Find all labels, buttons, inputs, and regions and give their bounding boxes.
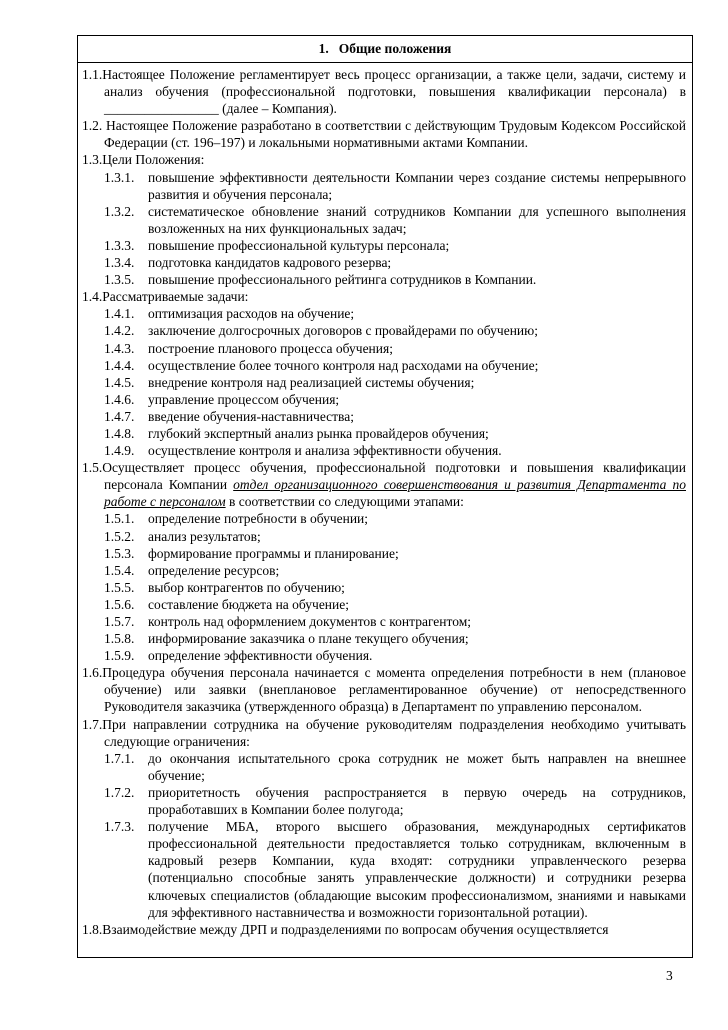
item-number: 1.4.8. — [104, 425, 135, 441]
item-text: составление бюджета на обучение; — [148, 596, 349, 612]
list-item — [82, 169, 686, 203]
paragraph-1-5 — [82, 459, 686, 510]
item-number: 1.7.2. — [104, 784, 135, 800]
item-number: 1.3.2. — [104, 203, 135, 219]
item-number: 1.5.1. — [104, 511, 135, 527]
item-number: 1.4.4. — [104, 357, 135, 373]
list-item — [82, 750, 686, 784]
item-text: осуществление контроля и анализа эффективности обучения. — [148, 443, 502, 459]
item-number: 1.4.1. — [104, 306, 135, 322]
paragraph-text: Рассматриваемые задачи: — [102, 289, 249, 305]
list-item — [82, 579, 686, 596]
item-text: введение обучения-наставничества; — [148, 408, 354, 424]
paragraph-text: Настоящее Положение разработано в соответствии с действующим Трудовым Кодексом Российской Федерации (ст. 196–197) и локальными нормативными актами Компании. — [104, 118, 686, 151]
item-text: заключение долгосрочных договоров с провайдерами по обучению; — [148, 323, 538, 339]
list-item — [82, 562, 686, 579]
item-text: управление процессом обучения; — [148, 391, 340, 407]
paragraph-number: 1.6. — [82, 665, 103, 681]
paragraph-1-3 — [82, 151, 686, 168]
list-item — [82, 510, 686, 527]
list-item — [82, 442, 686, 459]
list-item — [82, 647, 686, 664]
list-item — [82, 545, 686, 562]
list-item — [82, 613, 686, 630]
item-text: определение эффективности обучения. — [148, 648, 373, 664]
list-item — [82, 408, 686, 425]
paragraph-number: 1.4. — [82, 289, 103, 305]
paragraph-number: 1.8. — [82, 921, 103, 937]
item-number: 1.3.1. — [104, 169, 135, 185]
item-text: построение планового процесса обучения; — [148, 340, 393, 356]
list-item — [82, 203, 686, 237]
list-item — [82, 596, 686, 613]
item-text: оптимизация расходов на обучение; — [148, 306, 355, 322]
item-text: определение ресурсов; — [148, 562, 280, 578]
list-item — [82, 305, 686, 322]
item-number: 1.3.3. — [104, 237, 135, 253]
item-number: 1.7.1. — [104, 750, 135, 766]
paragraph-number: 1.1. — [82, 67, 103, 82]
item-text: получение МБА, второго высшего образования, международных сертификатов профессиональной деятельности предоставляется только сотрудникам, включенным в кадровый резерв Компании, куда входят: сотрудники управленческого резерва (потенциально способные занять управленческие должности) и сотрудники резерва ключевых специалистов (обладающие высоким профессионализмом, знаниями и навыками для эффективного наставничества и возможности горизонтальной ротации). — [148, 819, 686, 920]
item-number: 1.5.2. — [104, 528, 135, 544]
paragraph-1-4 — [82, 288, 686, 305]
list-item — [82, 784, 686, 818]
item-number: 1.5.3. — [104, 545, 135, 561]
list-item — [82, 254, 686, 271]
section-heading — [78, 36, 692, 63]
item-number: 1.5.6. — [104, 596, 135, 612]
item-number: 1.4.7. — [104, 408, 135, 424]
list-item — [82, 374, 686, 391]
paragraph-1-8 — [82, 921, 686, 938]
item-number: 1.3.5. — [104, 272, 135, 288]
list-item — [82, 630, 686, 647]
item-text: повышение профессиональной культуры персонала; — [148, 237, 450, 253]
section-number: 1. — [318, 41, 329, 56]
list-item — [82, 340, 686, 357]
item-text: анализ результатов; — [148, 528, 261, 544]
list-item — [82, 237, 686, 254]
section-title: Общие положения — [338, 41, 452, 56]
item-number: 1.7.3. — [104, 819, 135, 835]
list-item — [82, 391, 686, 408]
item-text: осуществление более точного контроля над расходами на обучение; — [148, 357, 539, 373]
item-number: 1.5.4. — [104, 562, 135, 578]
list-item — [82, 528, 686, 545]
item-text: до окончания испытательного срока сотрудник не может быть направлен на внешнее обучение; — [148, 750, 686, 783]
item-text: контроль над оформлением документов с контрагентом; — [148, 614, 472, 629]
item-text: глубокий экспертный анализ рынка провайдеров обучения; — [148, 425, 489, 441]
item-text: внедрение контроля над реализацией системы обучения; — [148, 374, 475, 390]
department-link-text: отдел организационного совершенствования и развития Департамента по работе с персоналом — [104, 477, 686, 510]
item-number: 1.4.3. — [104, 340, 135, 356]
paragraph-text: Цели Положения: — [102, 152, 205, 168]
item-text: повышение эффективности деятельности Компании через создание системы непрерывного развития и обучения персонала; — [148, 169, 686, 202]
paragraph-1-2 — [82, 117, 686, 151]
page-number: 3 — [666, 968, 673, 983]
paragraph-1-1 — [82, 66, 686, 117]
item-text: подготовка кандидатов кадрового резерва; — [148, 255, 392, 271]
paragraph-text: Процедура обучения персонала начинается с момента определения потребности в нем (плановое обучение) или заявки (внеплановое регламентированное обучение) от непосредственного Руководителя заказчика (утвержденного образца) в Департамент по управлению персоналом. — [102, 665, 686, 715]
item-text: повышение профессионального рейтинга сотрудников в Компании. — [148, 272, 537, 288]
paragraph-text: При направлении сотрудника на обучение руководителям подразделения необходимо учитывать следующие ограничения: — [102, 716, 686, 749]
list-item — [82, 425, 686, 442]
item-number: 1.4.6. — [104, 391, 135, 407]
paragraph-text: Настоящее Положение регламентирует весь процесс организации, а также цели, задачи, систему и анализ обучения (профессиональной подготовки, повышения квалификации персонала) в _________________ (далее – Компания). — [102, 67, 686, 117]
paragraph-text: Осуществляет процесс обучения, профессиональной подготовки и повышения квалификации персонала Компании — [102, 460, 686, 493]
list-item — [82, 322, 686, 339]
document-frame — [77, 35, 693, 958]
item-number: 1.4.9. — [104, 443, 135, 459]
item-number: 1.5.8. — [104, 631, 135, 647]
item-text: информирование заказчика о плане текущего обучения; — [148, 631, 469, 647]
document-body — [78, 63, 692, 938]
item-text: формирование программы и планирование; — [148, 545, 399, 561]
list-item — [82, 357, 686, 374]
item-number: 1.5.9. — [104, 648, 135, 664]
paragraph-number: 1.2. — [82, 118, 106, 134]
item-text: систематическое обновление знаний сотрудников Компании для успешного выполнения возложенных на них функциональных задач; — [148, 203, 686, 236]
item-number: 1.5.7. — [104, 614, 135, 629]
item-number: 1.5.5. — [104, 579, 135, 595]
paragraph-1-6 — [82, 664, 686, 715]
paragraph-1-7 — [82, 716, 686, 750]
list-item — [82, 271, 686, 288]
paragraph-text: в соответствии со следующими этапами: — [225, 494, 464, 510]
list-item — [82, 818, 686, 921]
paragraph-text: Взаимодействие между ДРП и подразделениями по вопросам обучения осуществляется — [102, 921, 609, 937]
item-text: приоритетность обучения распространяется в первую очередь на сотрудников, проработавших в Компании более полугода; — [148, 784, 686, 818]
item-text: определение потребности в обучении; — [148, 511, 369, 527]
paragraph-number: 1.3. — [82, 152, 103, 168]
item-number: 1.4.2. — [104, 323, 135, 339]
item-number: 1.4.5. — [104, 374, 135, 390]
item-text: выбор контрагентов по обучению; — [148, 579, 345, 595]
item-number: 1.3.4. — [104, 255, 135, 271]
paragraph-number: 1.7. — [82, 716, 103, 732]
paragraph-number: 1.5. — [82, 460, 103, 476]
